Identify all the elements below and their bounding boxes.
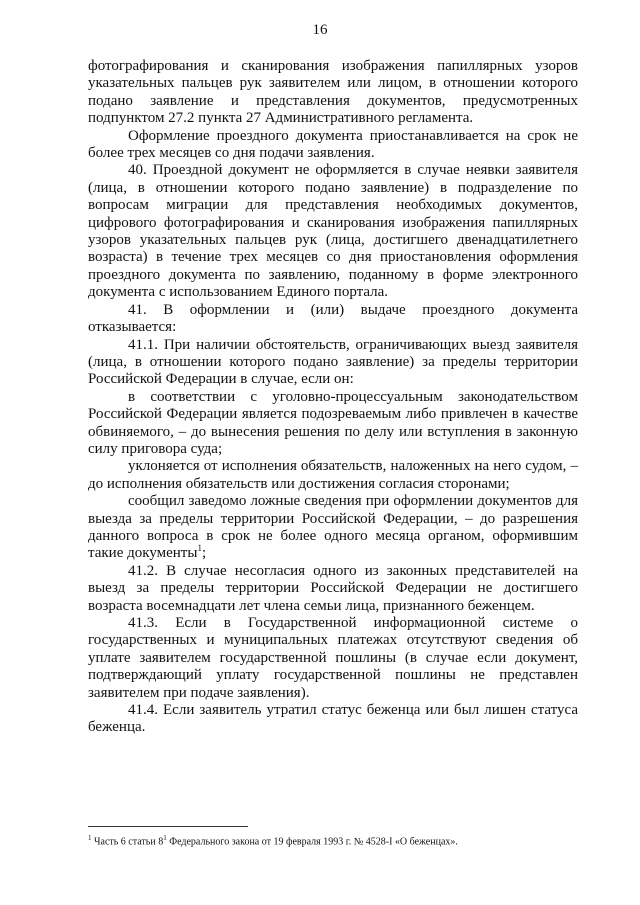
paragraph-41-1: 41.1. При наличии обстоятельств, ограничивающих выезд заявителя (лица, в отношении которого подано заявление) за пределы территории Российской Федерации в случае, если он:	[88, 336, 578, 388]
footnote	[88, 832, 588, 848]
page-number: 16	[312, 22, 328, 38]
paragraph-continuation: фотографирования и сканирования изображения папиллярных узоров указательных пальцев рук заявителем или лицом, в отношении которого подано заявление и представления документов, предусмотренных подпунктом 27.2 пункта 27 Административного регламента.	[88, 58, 578, 127]
paragraph-41-1-false-info	[88, 493, 578, 563]
document-body	[88, 58, 578, 737]
paragraph-40: 40. Проездной документ не оформляется в случае неявки заявителя (лица, в отношении которого подано заявление) в подразделение по вопросам миграции для представления необходимых документов, цифрового фотографирования и сканирования изображения папиллярных узоров указательных пальцев рук (лица, достигшего двенадцатилетнего возраста) в течение трех месяцев со дня приостановления оформления проездного документа по заявлению, поданному в форме электронного документа с использованием Единого портала.	[88, 162, 578, 301]
footnote-article-sup: 1	[163, 834, 167, 842]
paragraph-41-2: 41.2. В случае несогласия одного из законных представителей на выезд за пределы территории Российской Федерации не достигшего возраста восемнадцати лет члена семьи лица, признанного беженцем.	[88, 562, 578, 614]
footnote-marker: 1	[88, 834, 92, 842]
paragraph-41: 41. В оформлении и (или) выдаче проездного документа отказывается:	[88, 301, 578, 336]
paragraph-41-1-false-info-end: ;	[201, 545, 207, 562]
paragraph-41-1-false-info-text: сообщил заведомо ложные сведения при оформлении документов для выезда за пределы территории Российской Федерации, – до разрешения данного вопроса в срок не более одного месяца органом, оформившим такие документы	[88, 493, 578, 562]
paragraph-41-4: 41.4. Если заявитель утратил статус беженца или был лишен статуса беженца.	[88, 702, 578, 736]
footnote-separator	[88, 826, 248, 827]
paragraph-suspension-term: Оформление проездного документа приостанавливается на срок не более трех месяцев со дня подачи заявления.	[88, 127, 578, 162]
paragraph-41-3: 41.3. Если в Государственной информационной системе о государственных и муниципальных платежах отсутствуют сведения об уплате заявителем государственной пошлины (в случае если документ, подтверждающий уплату государственной пошлины не представлен заявителем при подаче заявления).	[88, 615, 578, 701]
footnote-text-after: Федерального закона от 19 февраля 1993 г. № 4528-I «О беженцах».	[166, 836, 458, 848]
paragraph-41-1-court: уклоняется от исполнения обязательств, наложенных на него судом, – до исполнения обязательств или достижения согласия сторонами;	[88, 458, 578, 492]
footnote-text-before: Часть 6 статьи 8	[94, 836, 164, 848]
footnote-reference: 1	[197, 543, 202, 554]
paragraph-41-1-criminal: в соответствии с уголовно-процессуальным законодательством Российской Федерации является подозреваемым либо привлечен в качестве обвиняемого, – до вынесения решения по делу или вступления в законную силу приговора суда;	[88, 388, 578, 457]
